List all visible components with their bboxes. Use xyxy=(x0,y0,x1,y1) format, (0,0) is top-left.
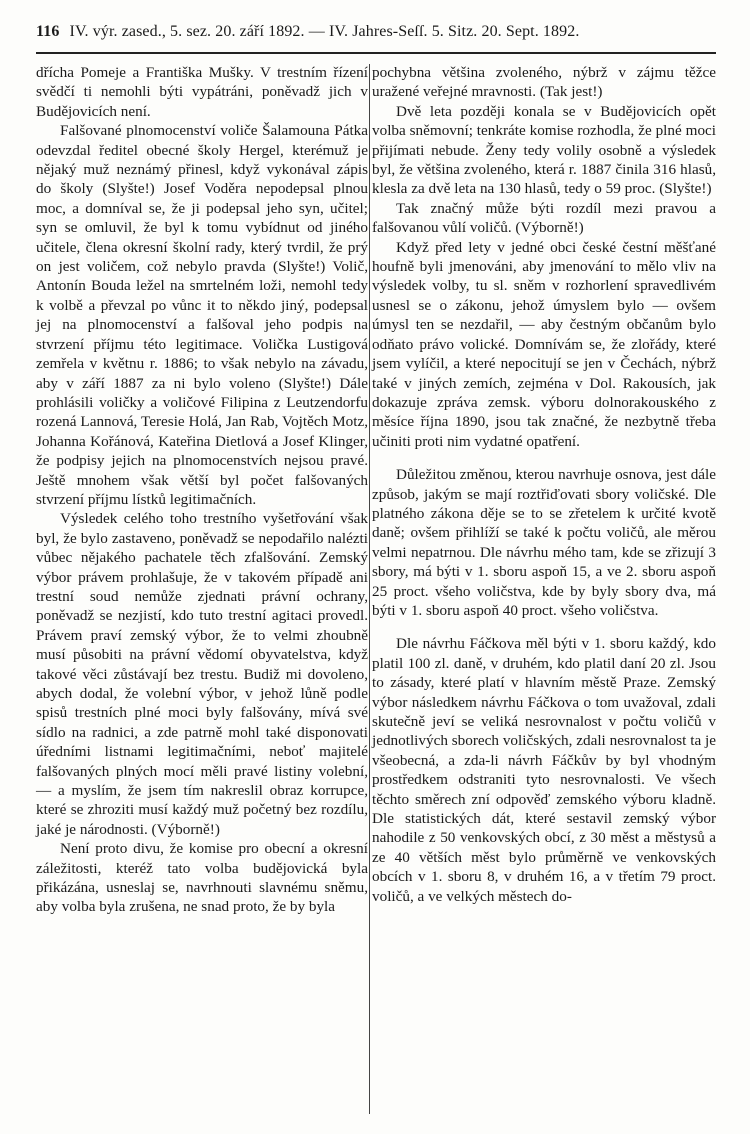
header-rule xyxy=(36,52,716,54)
header-separator: — xyxy=(308,23,325,40)
left-column xyxy=(36,63,368,917)
paragraph: Dle návrhu Fáčkova měl býti v 1. sboru každý, kdo platil 100 zl. daně, v druhém, kdo platil daní 20 zl. Jsou to zásady, které platí v hlavním městě Praze. Zemský výbor následkem návrhu Fáčkova o tom uvažoval, zdali skutečně jeví se veliká nesrovnalost v počtu voličů v jednotlivých sborech voličských, zdali nesrovnalost ta je všeobecná, a zda-li návrh Fáčkův by byl vhodným prostředkem odstraniti tyto nesrovnalosti. Ve všech těchto směrech zní odpověď zemského výboru kladně. Dle statistických dát, které sestavil zemský výbor nahodile z 50 venkovských obcí, z 30 měst a městysů a ze 40 větších měst bylo průměrně ve venkovských obcích v 1. sboru 8, v druhém 16, a v třetím 79 proct. voličů, a ve velkých městech do- xyxy=(372,635,716,905)
paragraph: Není proto divu, že komise pro obecní a okresní záležitosti, kteréž tato volba budějovická byla přikázána, usneslaj se, navrhnouti slavnému sněmu, aby volba byla zrušena, ne snad proto, že by byla xyxy=(36,840,368,916)
paragraph: Falšované plnomocenství voliče Šalamouna Pátka odevzdal ředitel obecné školy Hergel, kterémuž je nějaký muž neznámý přinesl, když vykonával zápis do školy (Slyšte!) Josef Voděra nepodepsal plnou moc, a domníval se, že ji podepsal jeho syn, učitel; syn se omluvil, že byl k tomu vybídnut od jiného učitele, člena okresní školní rady, který tvrdil, že prý on jest voličem, což nebylo pravda (Slyšte!) Volič, Antonín Bouda ležel na smrtelném loži, nemohl tedy k volbě a převzal po vůnc it to někdo jiný, podepsal jej na plnomocenství a falšoval jeho podpis na stvrzení příjmu této legitimace. Volička Lustigová zemřela v květnu r. 1886; to však nebylo na závadu, aby v září 1887 za ni bylo voleno (Slyšte!) Dále prohlásili voličky a voličové Filipina z Leutzendorfu rozená Lannová, Teresie Holá, Jan Rab, Vojtěch Motz, Johanna Kořánová, Kateřina Dietlová a Josef Klinger, že podpisy jejich na plnomocenstvích nejsou pravé. Ještě mnohem však větší byl počet falšovaných stvrzení příjmu lístků legitimačních. xyxy=(36,122,368,508)
header-german: IV. Jahres-Seſſ. 5. Sitz. 20. Sept. 1892. xyxy=(328,23,580,40)
paragraph: Důležitou změnou, kterou navrhuje osnova, jest dále způsob, jakým se mají roztřiďovati sbory voličské. Dle platného zákona děje se to se zřetelem k určité kvotě daně; ovšem přihlíží se také k počtu voličů, ale měrou velmi nepatrnou. Dle návrhu mého tam, kde se zřizují 3 sbory, má býti v 1. sboru aspoň 15, a ve 2. sboru aspoň 25 proct. všeho voličstva, kde by byly sbory dva, má býti v 1. sboru aspoň 40 proct. všeho voličstva. xyxy=(372,466,716,619)
paragraph: Když před lety v jedné obci české čestní měšťané houfně byli jmenováni, aby jmenování to mělo vliv na výsledek volby, tu sl. sněm v rozhorlení spravedlivém usnesl se o zákonu, jehož úmyslem bylo — ovšem úmysl ten se nezdařil, — aby čestným občanům bylo odňato právo volické. Domnívám se, že zlořády, které jsem vylíčil, a které nepocitují se jen v Čechách, nýbrž také v jiných zemích, zejména v Dol. Rakousích, jak dokazuje zpráva zemsk. výboru dolnorakouského z měsíce října 1890, jsou tak značné, že nezbytně třeba učiniti proti nim vydatné opatření. xyxy=(372,238,716,450)
column-divider xyxy=(369,64,370,1114)
page-number: 116 xyxy=(36,23,60,40)
running-header xyxy=(36,22,726,42)
paragraph: pochybna většina zvoleného, nýbrž v zájmu těžce uražené veřejné mravnosti. (Tak jest!) xyxy=(372,64,716,101)
header-czech: IV. výr. zased., 5. sez. 20. září 1892. xyxy=(69,23,305,40)
paragraph: dřícha Pomeje a Františka Mušky. V trestním řízení svědčí ti nemohli býti vypátráni, poněvadž jich v Budějovicích není. xyxy=(36,64,368,120)
paragraph: Výsledek celého toho trestního vyšetřování však byl, že bylo zastaveno, poněvadž se nepodařilo nalézti vůbec nějakého pachatele těch zfalšování. Zemský výbor právem prohlašuje, že v takovém případě ani trestní soud nemůže zjednati právní ochrany, poněvadž se nezjistí, kdo tuto trestní agitaci provedl. Právem praví zemský výbor, že to velmi zhoubně musí působiti na právní vědomí obyvatelstva, když takové věci zůstávají bez trestu. Budiž mi dovoleno, abych dodal, že volební výbor, v jehož lůně podle spisů trestních plné moci byly falšovány, mívá své sídlo na radnici, a zde patrně mohl také disponovati úředními listnami legitimačními, neboť majitelé falšovaných plných mocí měli pravé listiny volební, — a myslím, že jsem tím nakreslil obraz korrupce, které se zhroziti musí každý muž početný bez rozdílu, jaké je národnosti. (Výborně!) xyxy=(36,510,368,838)
paragraph: Dvě leta později konala se v Budějovicích opět volba sněmovní; tenkráte komise rozhodla, že plné moci přijímati nebude. Ženy tedy volily osobně a výsledek byl, že většina zvoleného, která r. 1887 činila 316 hlasů, klesla za dvě leta na 130 hlasů, tedy o 59 proc. (Slyšte!) xyxy=(372,102,716,198)
paragraph: Tak značný může býti rozdíl mezi pravou a falšovanou vůlí voličů. (Výborně!) xyxy=(372,199,716,237)
right-column xyxy=(372,63,716,906)
